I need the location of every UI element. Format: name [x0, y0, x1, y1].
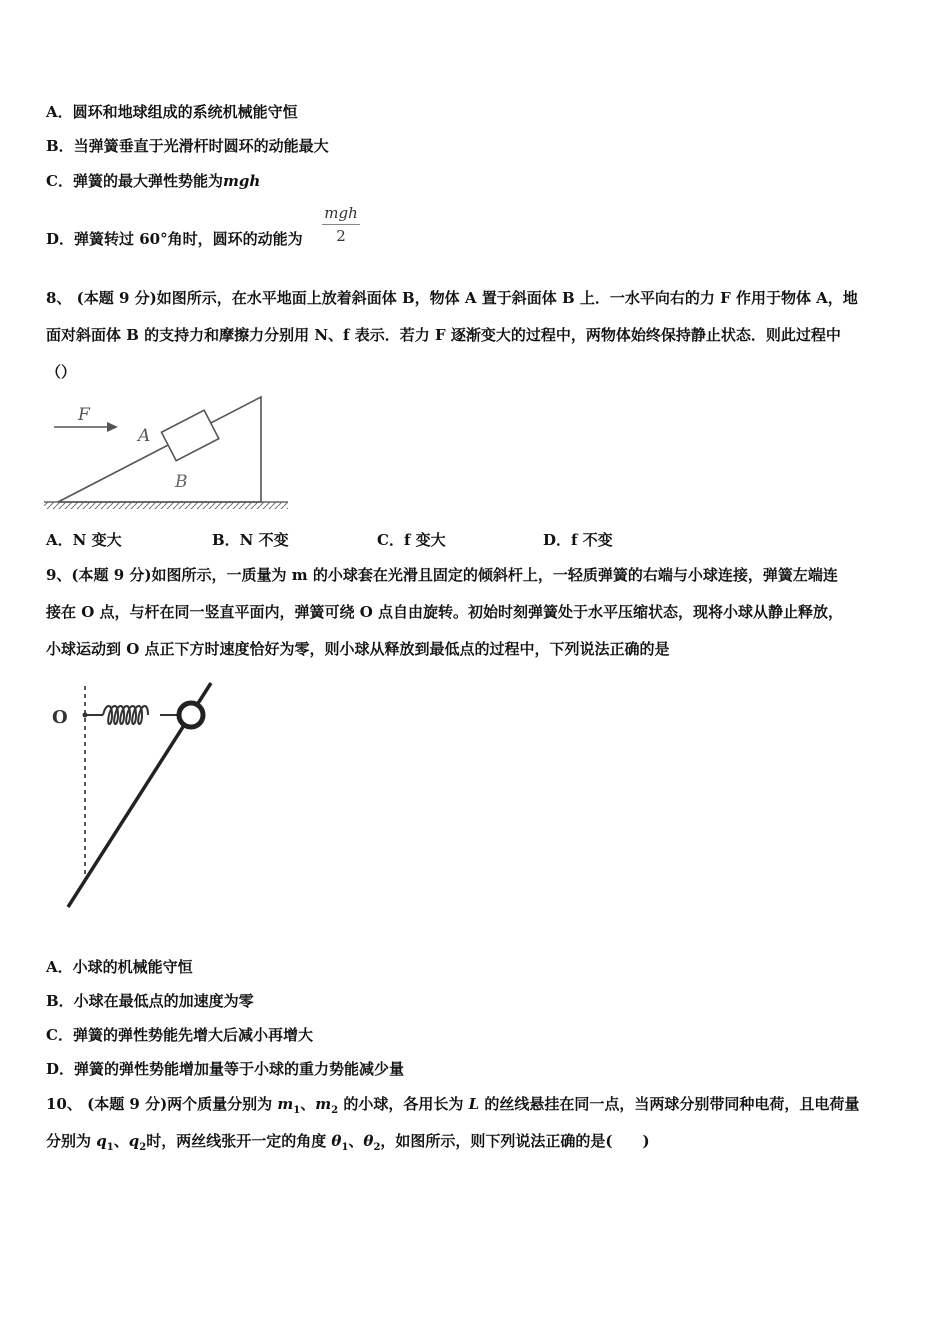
fraction-denominator: 2 [336, 227, 346, 245]
q7-option-d-fraction [322, 204, 360, 245]
q8-option-d: D．f 不变 [543, 531, 613, 549]
q7-option-d: D．弹簧转过 60°角时，圆环的动能为 [46, 230, 303, 248]
q9-stem-line1: 9、(本题 9 分)如图所示，一质量为 m 的小球套在光滑且固定的倾斜杆上，一轻质弹簧的右端与小球连接，弹簧左端连 [46, 566, 838, 584]
q9-option-d: D．弹簧的弹性势能增加量等于小球的重力势能减少量 [46, 1060, 405, 1078]
q9-option-c: C．弹簧的弹性势能先增大后减小再增大 [46, 1026, 313, 1044]
q9-stem-line3: 小球运动到 O 点正下方时速度恰好为零，则小球从释放到最低点的过程中，下列说法正确的是 [46, 640, 670, 658]
force-arrowhead [107, 422, 118, 432]
q8-stem-line2: 面对斜面体 B 的支持力和摩擦力分别用 N、f 表示．若力 F 逐渐变大的过程中，两物体始终保持静止状态．则此过程中 [46, 326, 841, 344]
q7-option-c [46, 171, 260, 191]
q10-stem-line1: 10、 (本题 9 分)两个质量分别为 $m_1$、$m_2$ 的小球，各用长为 L 的丝线悬挂在同一点，当两球分别带同种电荷，且电荷量 [46, 1095, 860, 1116]
q9-spring-rod-figure [48, 676, 228, 916]
q8-option-a: A．N 变大 [46, 531, 122, 549]
spring-coil [103, 706, 148, 724]
fraction-numerator: mgh [324, 204, 358, 222]
q8-stem-line1: 8、 (本题 9 分)如图所示，在水平地面上放着斜面体 B，物体 A 置于斜面体 B 上．一水平向右的力 F 作用于物体 A，地 [46, 289, 858, 307]
block-a [162, 410, 219, 460]
q8-option-c: C．f 变大 [377, 531, 446, 549]
q8-option-b: B．N 不变 [212, 531, 289, 549]
label-b: B [175, 472, 188, 492]
q7-option-c-expr: mgh [222, 172, 261, 190]
label-f: F [78, 405, 90, 425]
label-a: A [138, 426, 151, 446]
q10-stem-line2: 分别为 $q_1$、$q_2$时，两丝线张开一定的角度 $\theta_1$、$\theta_2$，如图所示，则下列说法正确的是( ) [46, 1132, 650, 1153]
q8-stem-line3: （） [46, 363, 77, 381]
q7-option-b: B．当弹簧垂直于光滑杆时圆环的动能最大 [46, 137, 329, 155]
q9-stem-line2: 接在 O 点，与杆在同一竖直平面内，弹簧可绕 O 点自由旋转。初始时刻弹簧处于水平压缩状态，现将小球从静止释放， [46, 603, 844, 621]
ground-hatching [44, 502, 288, 509]
q9-option-b: B．小球在最低点的加速度为零 [46, 992, 254, 1010]
label-o: O [52, 707, 68, 728]
fraction-bar [322, 224, 360, 225]
ball [179, 703, 203, 727]
q9-option-a: A．小球的机械能守恒 [46, 958, 193, 976]
q8-incline-figure [44, 392, 294, 512]
q7-option-a: A．圆环和地球组成的系统机械能守恒 [46, 103, 298, 121]
q7-option-c-text: C．弹簧的最大弹性势能为 [46, 172, 223, 190]
